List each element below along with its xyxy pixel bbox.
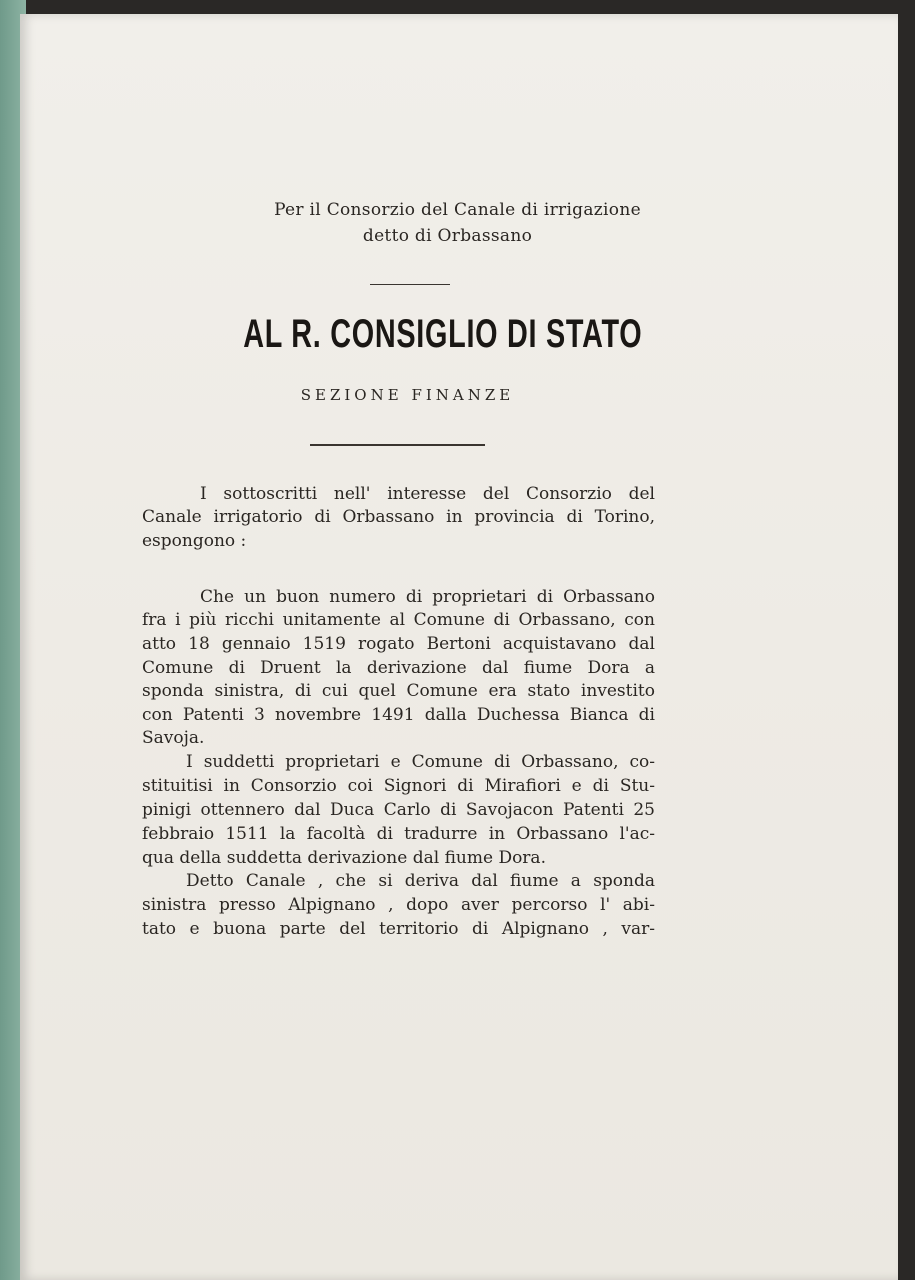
body-line: pinigi ottennero dal Duca Carlo di Savojacon Patenti 25 [142,800,655,820]
body-line: sinistra presso Alpignano , dopo aver percorso l' abi- [142,895,655,915]
body-line: espongono : [142,531,247,551]
body-line: fra i più ricchi unitamente al Comune di Orbassano, con [142,610,655,630]
body-line: febbraio 1511 la facoltà di tradurre in Orbassano l'ac- [142,824,655,844]
subtitle: SEZIONE FINANZE [300,386,515,404]
body-line: tato e buona parte del territorio di Alpignano , var- [142,919,655,939]
ornament-divider [310,444,485,446]
header-line-2: detto di Orbassano [362,226,533,246]
body-line: con Patenti 3 novembre 1491 dalla Duchessa Bianca di [142,705,655,725]
body-line: qua della suddetta derivazione dal fiume Dora. [142,848,546,868]
body-line: stituitisi in Consorzio coi Signori di Mirafiori e di Stu- [142,776,655,796]
body-line: Che un buon numero di proprietari di Orbassano [200,587,655,607]
page-title: AL R. CONSIGLIO DI STATO [243,312,643,356]
body-line: Canale irrigatorio di Orbassano in provincia di Torino, [142,507,655,527]
body-line: Detto Canale , che si deriva dal fiume a sponda [186,871,655,891]
body-line: Savoja. [142,728,205,748]
body-line: Comune di Druent la derivazione dal fiume Dora a [142,658,655,678]
body-line: I sottoscritti nell' interesse del Consorzio del [200,484,655,504]
body-line: sponda sinistra, di cui quel Comune era stato investito [142,681,655,701]
body-line: I suddetti proprietari e Comune di Orbassano, co- [186,752,655,772]
ornament-divider [370,284,450,285]
body-line: atto 18 gennaio 1519 rogato Bertoni acquistavano dal [142,634,655,654]
header-line-1: Per il Consorzio del Canale di irrigazione [274,200,641,220]
